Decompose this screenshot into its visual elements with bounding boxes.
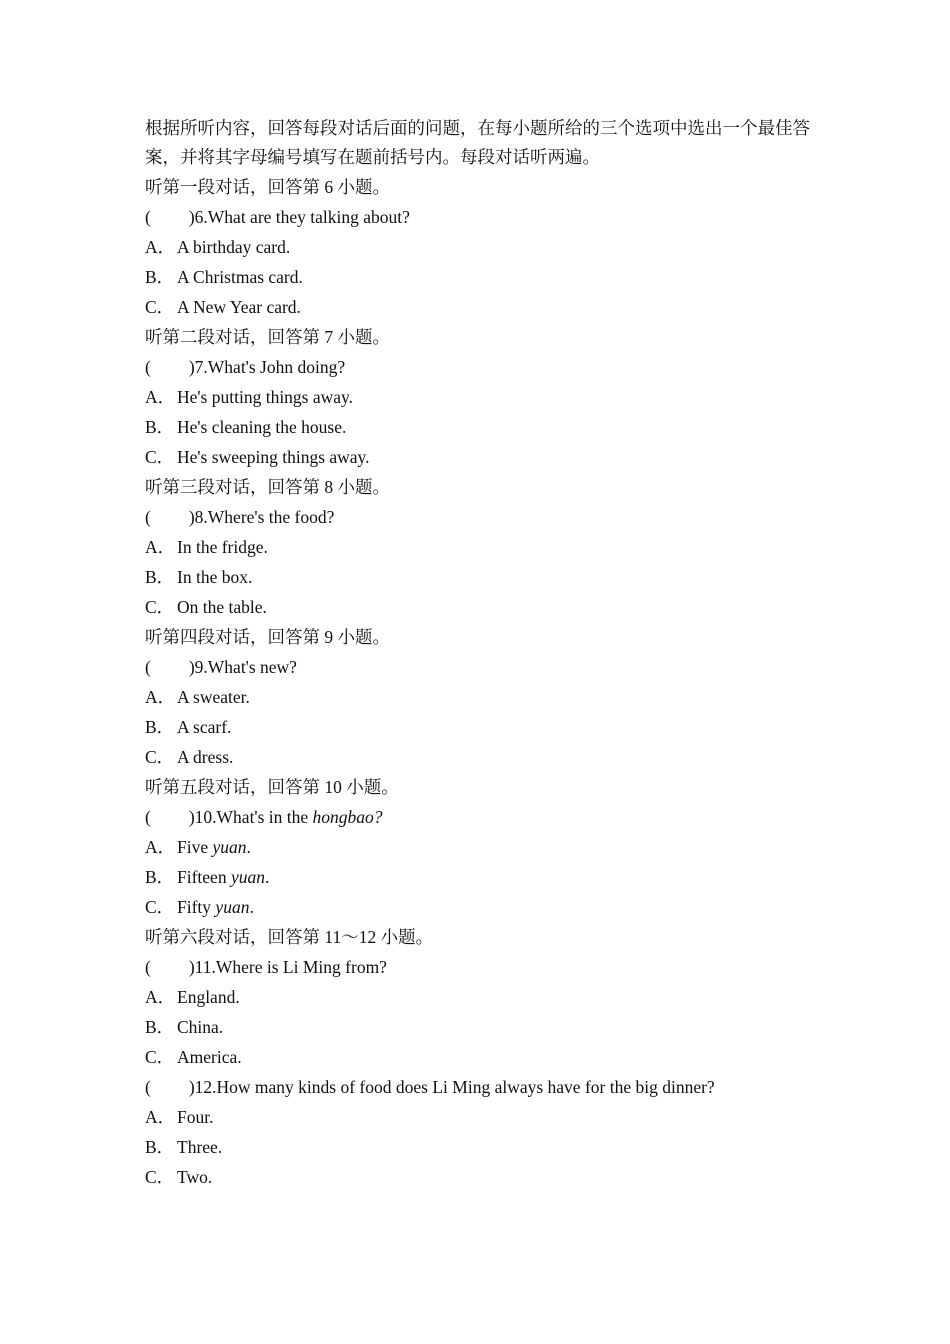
option-letter: B．: [145, 1017, 175, 1037]
option-text: A New Year card.: [177, 297, 301, 317]
option-line: [145, 892, 815, 922]
answer-bracket-open: (: [145, 957, 151, 977]
option-line: [145, 1102, 815, 1132]
option-letter: A．: [145, 687, 176, 707]
option-text: Fifteen: [177, 867, 231, 887]
option-text: Five: [177, 837, 213, 857]
option-text: Three.: [177, 1137, 223, 1157]
option-letter: A．: [145, 837, 176, 857]
option-text: Two.: [177, 1167, 213, 1187]
section-heading: 听第三段对话，回答第 8 小题。: [145, 477, 390, 497]
option-text: A birthday card.: [177, 237, 291, 257]
option-line: [145, 592, 815, 622]
instructions-block: [145, 114, 815, 172]
option-text-italic: yuan: [212, 837, 247, 857]
answer-bracket-open: (: [145, 207, 151, 227]
question-line: [145, 802, 815, 832]
answer-bracket-open: (: [145, 507, 151, 527]
question-line: [145, 952, 815, 982]
option-text: In the fridge.: [177, 537, 268, 557]
option-text-italic: yuan: [215, 897, 250, 917]
option-text: He's sweeping things away.: [177, 447, 370, 467]
option-letter: C．: [145, 1167, 175, 1187]
option-letter: C．: [145, 747, 175, 767]
option-letter: B．: [145, 717, 175, 737]
option-text: He's putting things away.: [177, 387, 354, 407]
option-text: A scarf.: [177, 717, 232, 737]
option-text: A sweater.: [177, 687, 250, 707]
option-line: [145, 712, 815, 742]
option-line: [145, 262, 815, 292]
question-line: [145, 652, 815, 682]
answer-bracket-open: (: [145, 1077, 151, 1097]
option-letter: C．: [145, 447, 175, 467]
option-letter: C．: [145, 897, 175, 917]
option-line: [145, 832, 815, 862]
question-line: [145, 502, 815, 532]
answer-bracket-open: (: [145, 357, 151, 377]
option-line: [145, 232, 815, 262]
option-letter: A．: [145, 387, 176, 407]
option-text-italic: yuan: [230, 867, 265, 887]
option-letter: C．: [145, 1047, 175, 1067]
question-stem: )9.What's new?: [188, 657, 297, 677]
answer-bracket-open: (: [145, 807, 151, 827]
document-page: [145, 114, 815, 1192]
option-letter: B．: [145, 1137, 175, 1157]
option-line: [145, 682, 815, 712]
instructions-text: 根据所听内容，回答每段对话后面的问题，在每小题所给的三个选项中选出一个最佳答案，并将其字母编号填写在题前括号内。每段对话听两遍。: [145, 118, 810, 167]
option-text: On the table.: [177, 597, 267, 617]
option-text: Fifty: [177, 897, 216, 917]
option-line: [145, 1132, 815, 1162]
option-text: He's cleaning the house.: [177, 417, 347, 437]
option-line: [145, 742, 815, 772]
option-letter: A．: [145, 1107, 176, 1127]
option-text-tail: .: [264, 867, 270, 887]
option-letter: B．: [145, 567, 175, 587]
option-letter: B．: [145, 867, 175, 887]
section-heading: 听第六段对话，回答第 11～12 小题。: [145, 927, 434, 947]
question-line: [145, 202, 815, 232]
sections-container: [145, 172, 815, 1192]
question-stem: )7.What's John doing?: [188, 357, 346, 377]
question-stem: )11.Where is Li Ming from?: [188, 957, 387, 977]
question-stem: )10.What's in the: [188, 807, 313, 827]
option-letter: A．: [145, 537, 176, 557]
question-line: [145, 352, 815, 382]
option-text: England.: [177, 987, 240, 1007]
option-letter: C．: [145, 597, 175, 617]
option-text: In the box.: [177, 567, 253, 587]
option-text-tail: .: [246, 837, 251, 857]
option-text-tail: .: [249, 897, 254, 917]
option-line: [145, 982, 815, 1012]
answer-bracket-open: (: [145, 657, 151, 677]
question-line: [145, 1072, 815, 1102]
section-heading: 听第四段对话，回答第 9 小题。: [145, 627, 390, 647]
option-letter: C．: [145, 297, 175, 317]
option-text: A dress.: [177, 747, 234, 767]
option-text: America.: [177, 1047, 242, 1067]
option-text: A Christmas card.: [177, 267, 303, 287]
option-line: [145, 292, 815, 322]
option-line: [145, 562, 815, 592]
option-letter: B．: [145, 417, 175, 437]
option-line: [145, 442, 815, 472]
option-letter: A．: [145, 237, 176, 257]
option-line: [145, 532, 815, 562]
question-stem-italic: hongbao?: [312, 807, 383, 827]
section-heading: 听第二段对话，回答第 7 小题。: [145, 327, 390, 347]
option-line: [145, 862, 815, 892]
option-letter: A．: [145, 987, 176, 1007]
option-text: Four.: [177, 1107, 214, 1127]
question-stem: )12.How many kinds of food does Li Ming always have for the big dinner?: [188, 1077, 715, 1097]
option-line: [145, 1162, 815, 1192]
option-text: China.: [177, 1017, 224, 1037]
section-heading: 听第五段对话，回答第 10 小题。: [145, 777, 399, 797]
question-stem: )8.Where's the food?: [188, 507, 335, 527]
option-line: [145, 382, 815, 412]
option-letter: B．: [145, 267, 175, 287]
question-stem: )6.What are they talking about?: [188, 207, 410, 227]
option-line: [145, 412, 815, 442]
option-line: [145, 1042, 815, 1072]
section-heading: 听第一段对话，回答第 6 小题。: [145, 177, 390, 197]
option-line: [145, 1012, 815, 1042]
